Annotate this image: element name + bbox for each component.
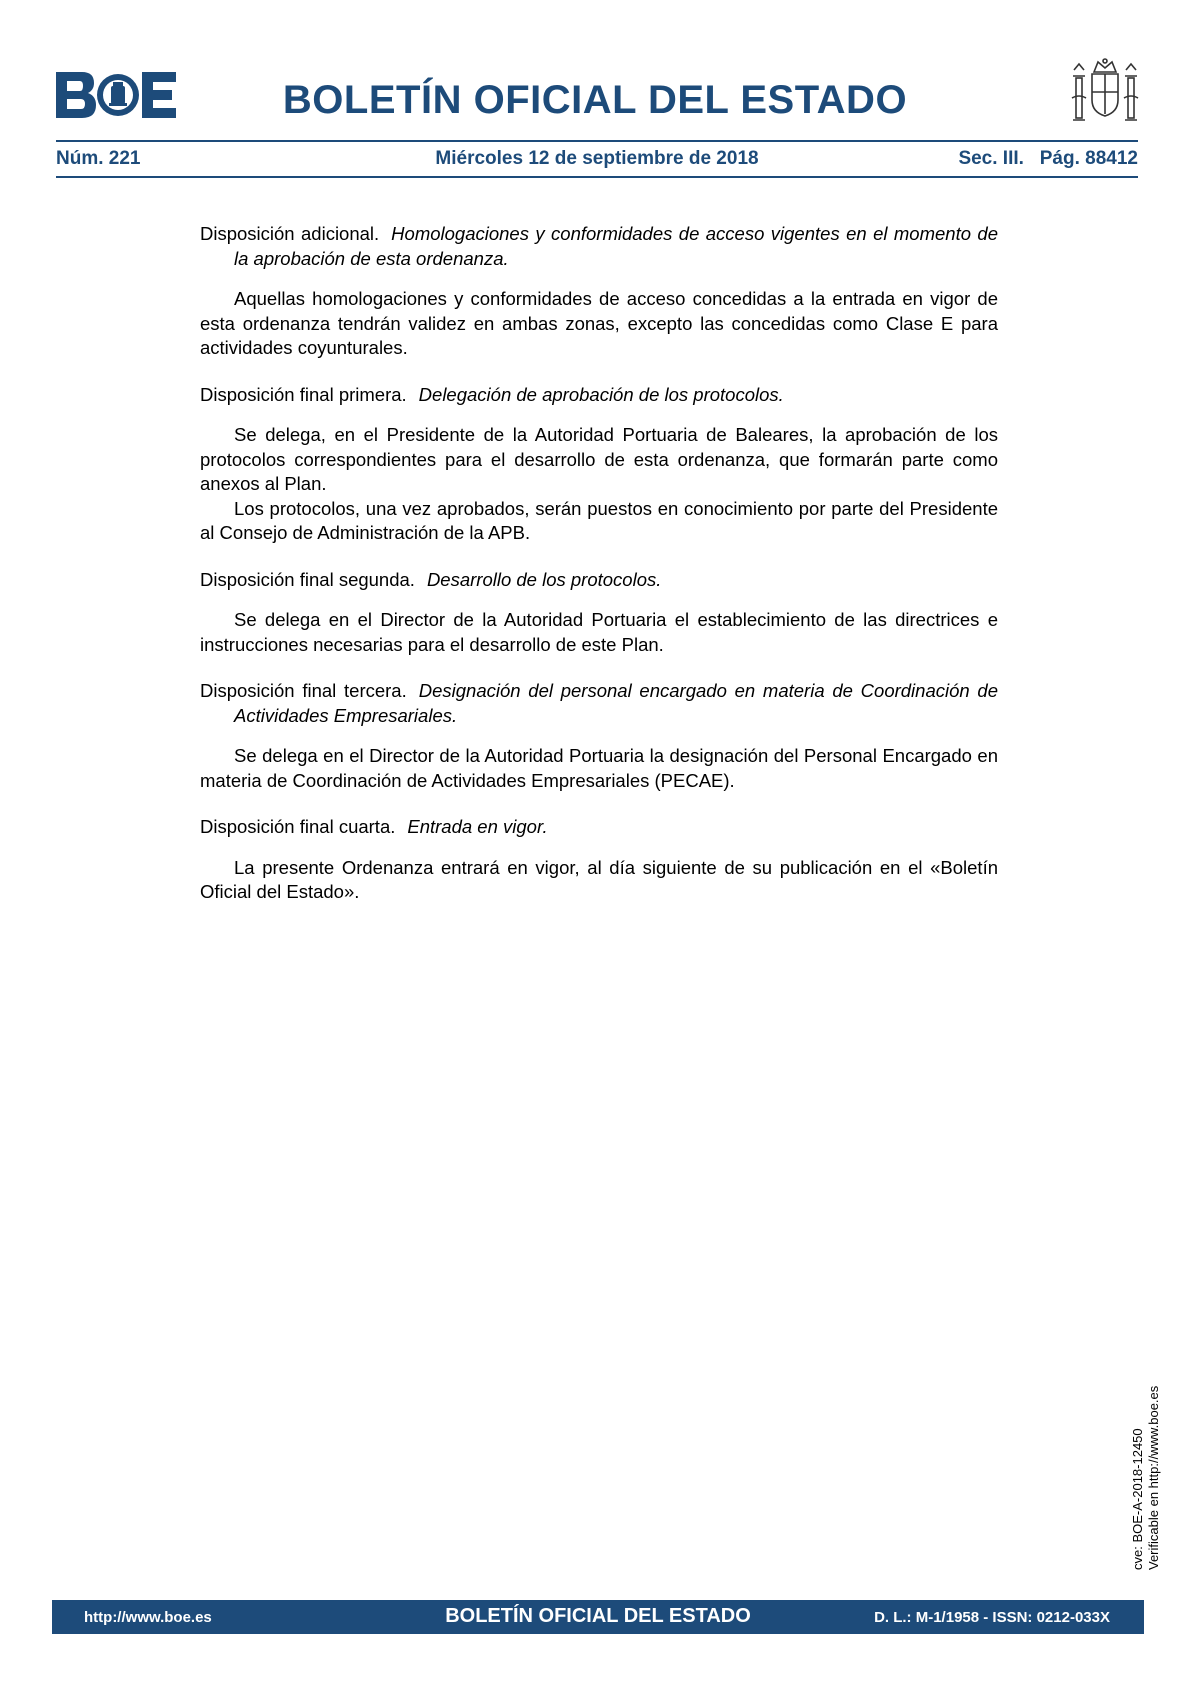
provision-heading bbox=[200, 222, 998, 271]
provision-heading bbox=[200, 568, 998, 593]
boe-logo-icon bbox=[56, 72, 176, 118]
paragraph: Aquellas homologaciones y conformidades de acceso concedidas a la entrada en vigor de esta ordenanza tendrán validez en ambas zonas, excepto las concedidas como Clase E para actividades coyunturales. bbox=[200, 288, 998, 358]
document-body bbox=[200, 222, 998, 927]
footer-url-link[interactable]: http://www.boe.es bbox=[84, 1609, 212, 1626]
provision-block bbox=[200, 222, 998, 361]
provision-title: Designación del personal encargado en materia de Coordinación de Actividades Empresariales. bbox=[234, 680, 998, 726]
footer-legal-deposit: D. L.: M-1/1958 - ISSN: 0212-033X bbox=[874, 1609, 1110, 1626]
coat-of-arms-icon bbox=[1070, 58, 1140, 130]
paragraph: La presente Ordenanza entrará en vigor, al día siguiente de su publicación en el «Boletín Oficial del Estado». bbox=[200, 856, 998, 902]
paragraph: Se delega, en el Presidente de la Autoridad Portuaria de Baleares, la aprobación de los protocolos correspondientes para el desarrollo de esta ordenanza, que formarán parte como anexos al Plan. bbox=[200, 424, 998, 494]
provision-title: Delegación de aprobación de los protocolos. bbox=[418, 383, 784, 405]
issue-date: Miércoles 12 de septiembre de 2018 bbox=[435, 148, 759, 169]
issue-number: Núm. 221 bbox=[56, 148, 141, 169]
header-rule-bottom bbox=[56, 176, 1138, 178]
provision-title: Homologaciones y conformidades de acceso vigentes en el momento de la aprobación de esta ordenanza. bbox=[234, 223, 998, 269]
provision-title: Entrada en vigor. bbox=[407, 816, 548, 837]
masthead-title: BOLETÍN OFICIAL DEL ESTADO bbox=[282, 78, 908, 122]
header-rule-top bbox=[56, 140, 1138, 142]
provision-block bbox=[200, 815, 998, 905]
provision-heading bbox=[200, 679, 998, 728]
provision-block bbox=[200, 568, 998, 658]
provision-title: Desarrollo de los protocolos. bbox=[426, 568, 662, 590]
paragraph: Se delega en el Director de la Autoridad Portuaria el establecimiento de las directrices e instrucciones necesarias para el desarrollo de este Plan. bbox=[200, 609, 998, 655]
cve-code: cve: BOE-A-2018-12450 bbox=[1130, 1428, 1145, 1570]
paragraph: Se delega en el Director de la Autoridad Portuaria la designación del Personal Encargado en materia de Coordinación de Actividades Empresariales (PECAE). bbox=[200, 745, 998, 791]
provision-block bbox=[200, 679, 998, 793]
footer-title: BOLETÍN OFICIAL DEL ESTADO bbox=[445, 1605, 751, 1627]
paragraph: Los protocolos, una vez aprobados, serán puestos en conocimiento por parte del Presidente al Consejo de Administración de la APB. bbox=[200, 497, 998, 543]
provision-lead: Disposición final tercera. bbox=[200, 680, 407, 701]
provision-heading bbox=[200, 383, 998, 408]
verification-link[interactable]: Verificable en http://www.boe.es bbox=[1146, 1385, 1161, 1570]
provision-lead: Disposición final segunda. bbox=[200, 568, 415, 590]
provision-lead: Disposición adicional. bbox=[200, 223, 380, 244]
provision-heading bbox=[200, 815, 998, 840]
provision-lead: Disposición final cuarta. bbox=[200, 816, 396, 837]
provision-lead: Disposición final primera. bbox=[200, 383, 407, 405]
issue-info-row bbox=[56, 146, 1138, 172]
footer-bar bbox=[52, 1600, 1144, 1634]
section-page: Sec. III. Pág. 88412 bbox=[958, 148, 1138, 169]
provision-block bbox=[200, 383, 998, 546]
